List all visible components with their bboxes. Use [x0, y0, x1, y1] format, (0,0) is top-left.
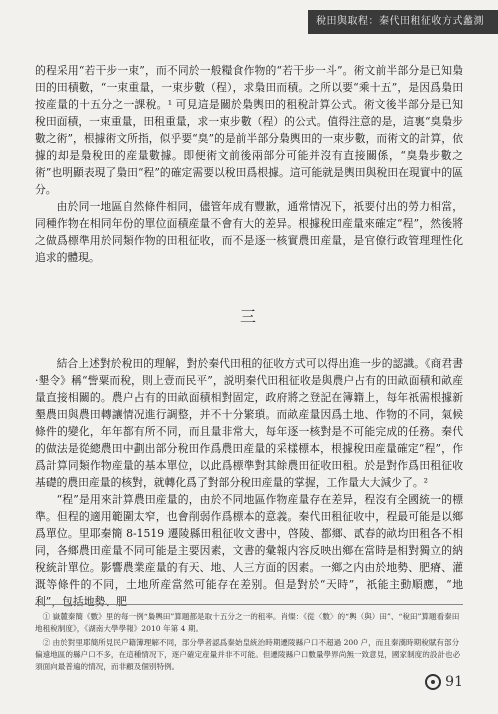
footnotes [35, 604, 463, 675]
footnote-1: ① 嶽麓秦簡《數》里的每一例“梟輿田”算題都是取十五分之一的租率。肖燦：《從〈數〉的“輿（與）田”、“稅田”算題看秦田地租稅制度》，《湖南大學學報》2010 年第 4 期。 [35, 612, 460, 633]
section-heading: 三 [239, 307, 258, 326]
paragraph-3: 結合上述對於稅田的理解，對於秦代田租的征收方式可以得出進一步的認識。《商君書·墾令》稱“訾粟而稅，則上壹而民平”，説明秦代田租征收是與農户占有的田畝面積和畝産量直接相關的。農户占有的田畝面積相對固定，政府將之登記在簿籍上，每年祇需根據新墾農田與農田轉讓情况進行調整，并不十分繁瑣。而畝産量因爲土地、作物的不同，氣候條件的變化，年年都有所不同，而且量非常大，每年逐一核對是不可能完成的任務。秦代的做法是從總農田中劃出部分稅田作爲農田産量的采樣標本，根據稅田産量確定“程”，作爲計算同類作物産量的基本單位，以此爲標準對其餘農田征收田租。於是對作爲田租征收基礎的農田産量的核對，就轉化爲了對部分稅田産量的掌握，工作量大大減少了。² [35, 357, 463, 489]
paragraph-4: “程”是用來計算農田産量的，由於不同地區作物産量存在差异，程沒有全國統一的標準。但程的適用範圍太窄，也會削弱作爲標本的意義。秦代田租征收中，程最可能是以鄉爲單位。里耶秦簡 8-1519 遷陵縣田租征收文書中，啓陵、都鄉、貳春的畝均田租各不相同，各鄉農田産量不同可能是主要因素，文書的彙報内容反映出鄉在當時是相對獨立的納稅統計單位。影響農業産量的有天、地、人三方面的因素。一鄉之内由於地勢、肥瘠、灌溉等條件的不同，土地所産當然可能存在差别。但是對於“天時”，祇能主動順應，“地利”，包括地勢、肥 [35, 493, 463, 608]
page-number-text: 91 [445, 674, 463, 690]
footnote-2: ② 由於對里耶簡所見民户籍簿理解不同，部分學者認爲秦始皇統治時期遷陵縣户口不超過 200 户，而且秦漢時期稅賦有部分偏遠地區的縣户口不多，在這種情况下，逐户確定産量并非不可能。但遷陵縣户口數量學界尚無一致意見，國家制度的設計也必須面向最普遍的情况，而非顧及個别特例。 [35, 638, 461, 671]
running-header [0, 10, 498, 40]
main-text [35, 62, 463, 610]
running-title: 稅田與取程：秦代田租征收方式蠡測 [308, 10, 498, 34]
page-number [425, 674, 463, 690]
paragraph-2: 由於同一地區自然條件相同，儘管年成有豐歉，通常情况下，祇要付出的勞力相當，同種作物在相同年份的單位面積産量不會有大的差异。根據稅田産量來確定“程”，然後將之做爲標準用於同類作物的田租征收，而不是逐一核實農田産量，是官僚行政管理理性化追求的體現。 [35, 200, 463, 264]
page-marker-icon [425, 674, 441, 690]
paragraph-1: 的程采用“若干步一束”，而不同於一般糧食作物的“若干步一斗”。術文前半部分是已知梟田的田積數，“一束重量，一束步數（程），求梟田而積。之所以要“乘十五”，是因爲梟田按産量的十五分之一課稅。¹ 可見這是關於梟輿田的租稅計算公式。術文後半部分是已知稅田面積，一束重量，田租重量，求一束步數（程）的公式。值得注意的是，這裏“臭梟步數之術”，根據術文所指，似乎要“臭”的是前半部分梟輿田的一束步數，而術文的計算，依據的却是梟稅田的産量數據。即便術文前後兩部分可能并沒有直接關係，“臭梟步數之術”也明顯表現了梟田“程”的確定需要以稅田爲根據。這可能就是輿田與稅田在現實中的區分。 [35, 64, 463, 196]
